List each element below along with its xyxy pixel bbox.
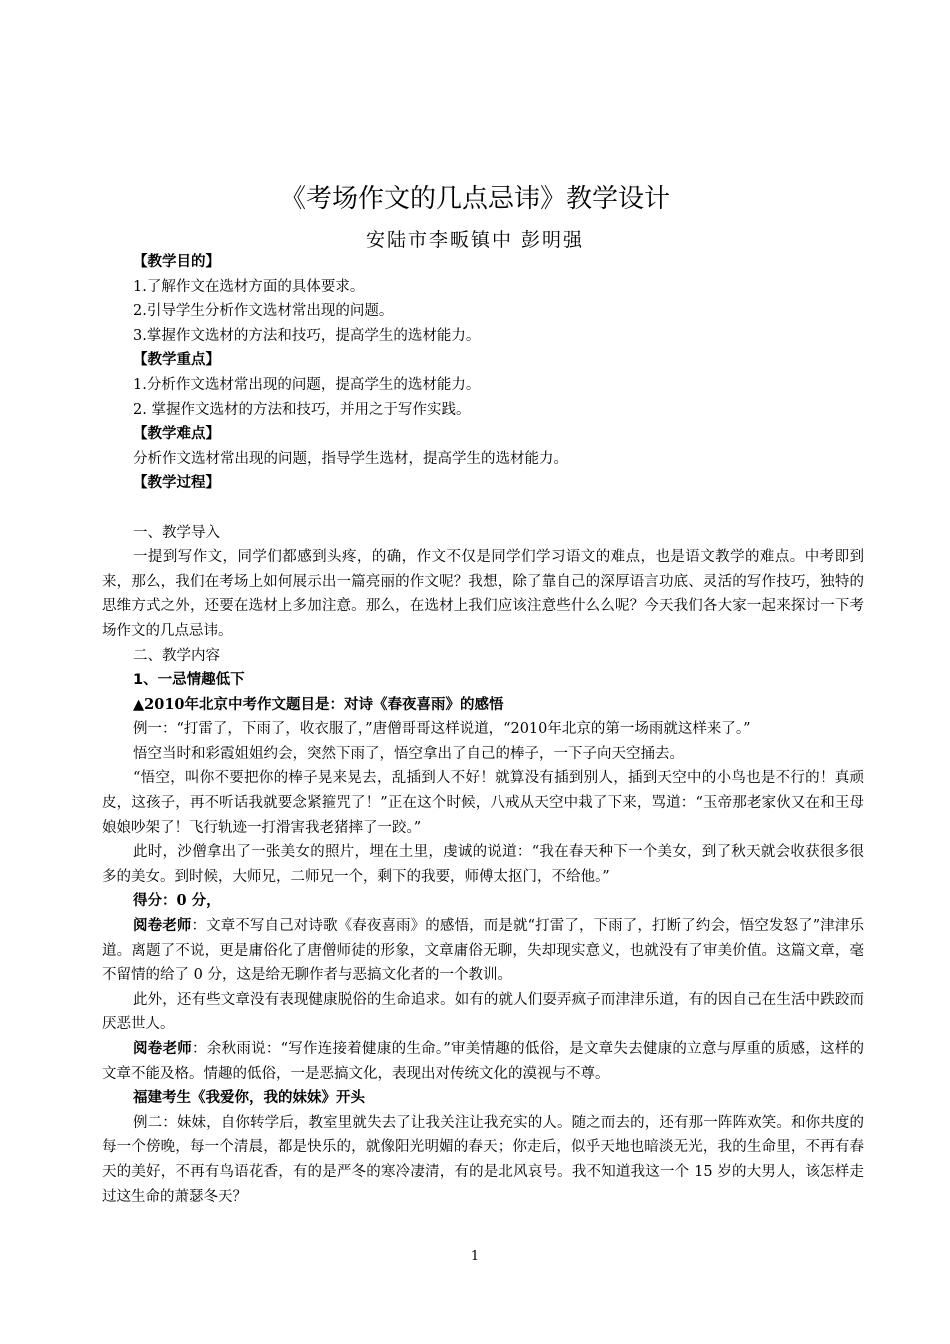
difficulty-text: 分析作文选材常出现的问题，指导学生选材，提高学生的选材能力。	[133, 450, 568, 467]
additional-paragraph: 此外，还有些文章没有表现健康脱俗的生命追求。如有的就人们耍弄疯子而津津乐道，有的因自己在生活中跌跤而厌恶世人。	[102, 991, 864, 1033]
example1-paragraph-1: 例一：“打雷了，下雨了，收衣服了，”唐僧哥哥这样说道，“2010年北京的第一场雨就这样来了。”	[133, 721, 751, 738]
point-heading: 1、一忌情趣低下	[133, 672, 245, 689]
score-line: 得分：0 分，	[133, 892, 221, 910]
content-heading: 二、教学内容	[133, 647, 220, 664]
example2-paragraph: 例二：妹妹，自你转学后，教室里就失去了让我关注让我充实的人。随之而去的，还有那一阵阵欢笑。和你共度的每一个傍晚，每一个清晨，都是快乐的，就像阳光明媚的春天；你走后，似乎天地也暗淡无光，我的生命里，不再有春天的美好，不再有鸟语花香，有的是严冬的寒冷凄清，有的是北风哀号。我不知道我这一个 15 岁的大男人，该怎样走过这生命的萧瑟冬天？	[102, 1114, 864, 1205]
author-line: 安陆市李畈镇中 彭明强	[365, 229, 585, 251]
exam-title: ▲2010年北京中考作文题目是：对诗《春夜喜雨》的感悟	[133, 695, 504, 713]
page-number: 1	[470, 1249, 480, 1264]
focus-item: 2. 掌握作文选材的方法和技巧，并用之于写作实践。	[133, 401, 471, 418]
example1-paragraph-2: 悟空当时和彩霞姐姐约会，突然下雨了，悟空拿出了自己的棒子，一下子向天空捅去。	[133, 745, 684, 762]
fujian-heading: 福建考生《我爱你，我的妹妹》开头	[133, 1089, 365, 1107]
reviewer-label: 阅卷老师	[133, 917, 192, 935]
goal-item: 2.引导学生分析作文选材常出现的问题。	[133, 303, 394, 320]
intro-heading: 一、教学导入	[133, 524, 220, 541]
difficulty-heading: 【教学难点】	[133, 426, 220, 443]
spacer	[102, 496, 864, 521]
goal-item: 3.掌握作文选材的方法和技巧，提高学生的选材能力。	[133, 327, 481, 344]
intro-paragraph: 一提到写作文，同学们都感到头疼，的确，作文不仅是同学们学习语文的难点，也是语文教学的难点。中考即到来，那么，我们在考场上如何展示出一篇亮丽的作文呢？我想，除了靠自己的深厚语言功底、灵活的写作技巧，独特的思维方式之外，还要在选材上多加注意。那么，在选材上我们应该注意些什么么呢？今天我们各大家一起来探讨一下考场作文的几点忌讳。	[102, 549, 864, 639]
process-heading: 【教学过程】	[133, 475, 220, 492]
focus-heading: 【教学重点】	[133, 352, 220, 369]
focus-item: 1.分析作文选材常出现的问题，提高学生的选材能力。	[133, 376, 481, 393]
reviewer-comment-text: ：余秋雨说：“写作连接着健康的生命。”审美情趣的低俗，是文章失去健康的立意与厚重的质感，这样的文章不能及格。情趣的低俗，一是恶搞文化，表现出对传统文化的漠视与不尊。	[102, 1041, 865, 1082]
reviewer-comment-text: ：文章不写自己对诗歌《春夜喜雨》的感悟，而是就“打雷了，下雨了，打断了约会，悟空发怒了”津津乐道。离题了不说，更是庸俗化了唐僧师徒的形象，文章庸俗无聊，失却现实意义，也就没有了审美价值。这篇文章，毫不留情的给了 0 分，这是给无聊作者与恶搞文化者的一个教训。	[102, 918, 865, 984]
document-body	[102, 250, 864, 1209]
document-title: 《考场作文的几点忌讳》教学设计	[279, 184, 670, 214]
reviewer-label: 阅卷老师	[133, 1040, 193, 1057]
reviewer-comment-1	[102, 914, 864, 988]
goals-heading: 【教学目的】	[133, 254, 220, 270]
example1-paragraph-4: 此时，沙僧拿出了一张美女的照片，埋在土里，虔诚的说道：“我在春天种下一个美女，到了秋天就会收获很多很多的美女。到时候，大师兄，二师兄一个，剩下的我要，师傅太抠门，不给他。”	[102, 844, 864, 885]
goal-item: 1.了解作文在选材方面的具体要求。	[133, 278, 365, 295]
reviewer-comment-2	[102, 1037, 864, 1086]
example1-paragraph-3: “悟空，叫你不要把你的棒子晃来晃去，乱插到人不好！就算没有插到别人，插到天空中的小鸟也是不行的！真顽皮，这孩子，再不听话我就要念紧箍咒了！”正在这个时候，八戒从天空中栽了下来，骂道：“玉帝那老家伙又在和王母娘娘吵架了！飞行轨迹一打滑害我老猪摔了一跤。”	[102, 770, 864, 836]
